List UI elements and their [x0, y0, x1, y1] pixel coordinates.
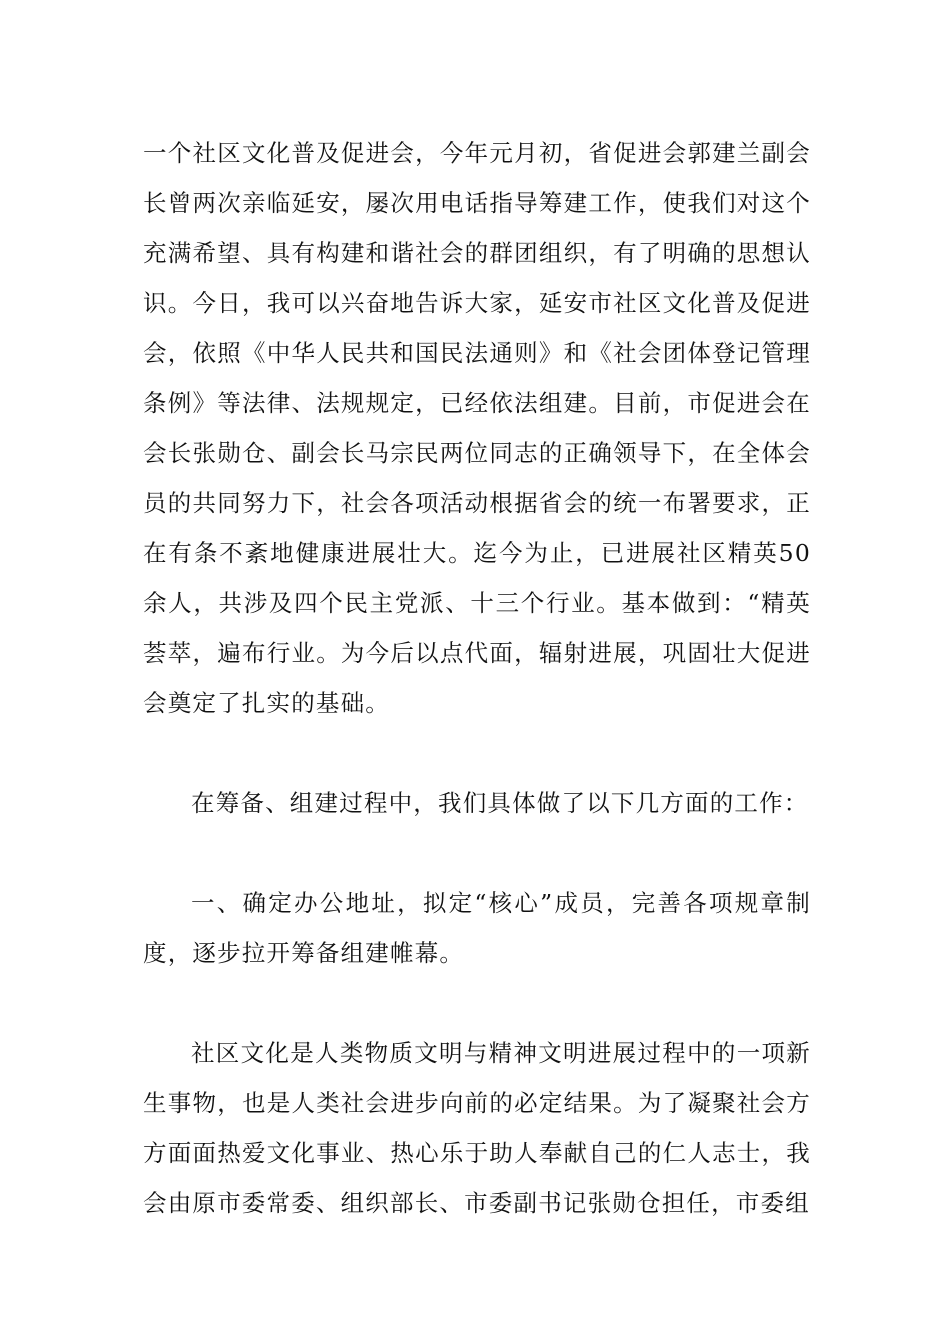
paragraph-work-intro: 在筹备、组建过程中，我们具体做了以下几方面的工作：	[191, 789, 809, 817]
paragraph-continuation: 一个社区文化普及促进会，今年元月初，省促进会郭建兰副会长曾两次亲临延安，屡次用电话指导筹建工作，使我们对这个充满希望、具有构建和谐社会的群团组织，有了明确的思想认识。今日，我可以兴奋地告诉大家，延安市社区文化普及促进会，依照《中华人民共和国民法通则》和《社会团体登记管理条例》等法律、法规规定，已经依法组建。目前，市促进会在会长张勋仓、副会长马宗民两位同志的正确领导下，在全体会员的共同努力下，社会各项活动根据省会的统一布署要求，正在有条不紊地健康进展壮大。迄今为止，已进展社区精英50余人，共涉及四个民主党派、十三个行业。基本做到：“精英荟萃，遍布行业。为今后以点代面，辐射进展，巩固壮大促进会奠定了扎实的基础。	[143, 139, 811, 717]
paragraph-section-one-heading: 一、确定办公地址，拟定“核心”成员，完善各项规章制度，逐步拉开筹备组建帷幕。	[143, 889, 811, 967]
paragraph-community-culture: 社区文化是人类物质文明与精神文明进展过程中的一项新生事物，也是人类社会进步向前的必定结果。为了凝聚社会方方面面热爱文化事业、热心乐于助人奉献自己的仁人志士，我会由原市委常委、组织部长、市委副书记张勋仓担任，市委组	[143, 1039, 811, 1217]
